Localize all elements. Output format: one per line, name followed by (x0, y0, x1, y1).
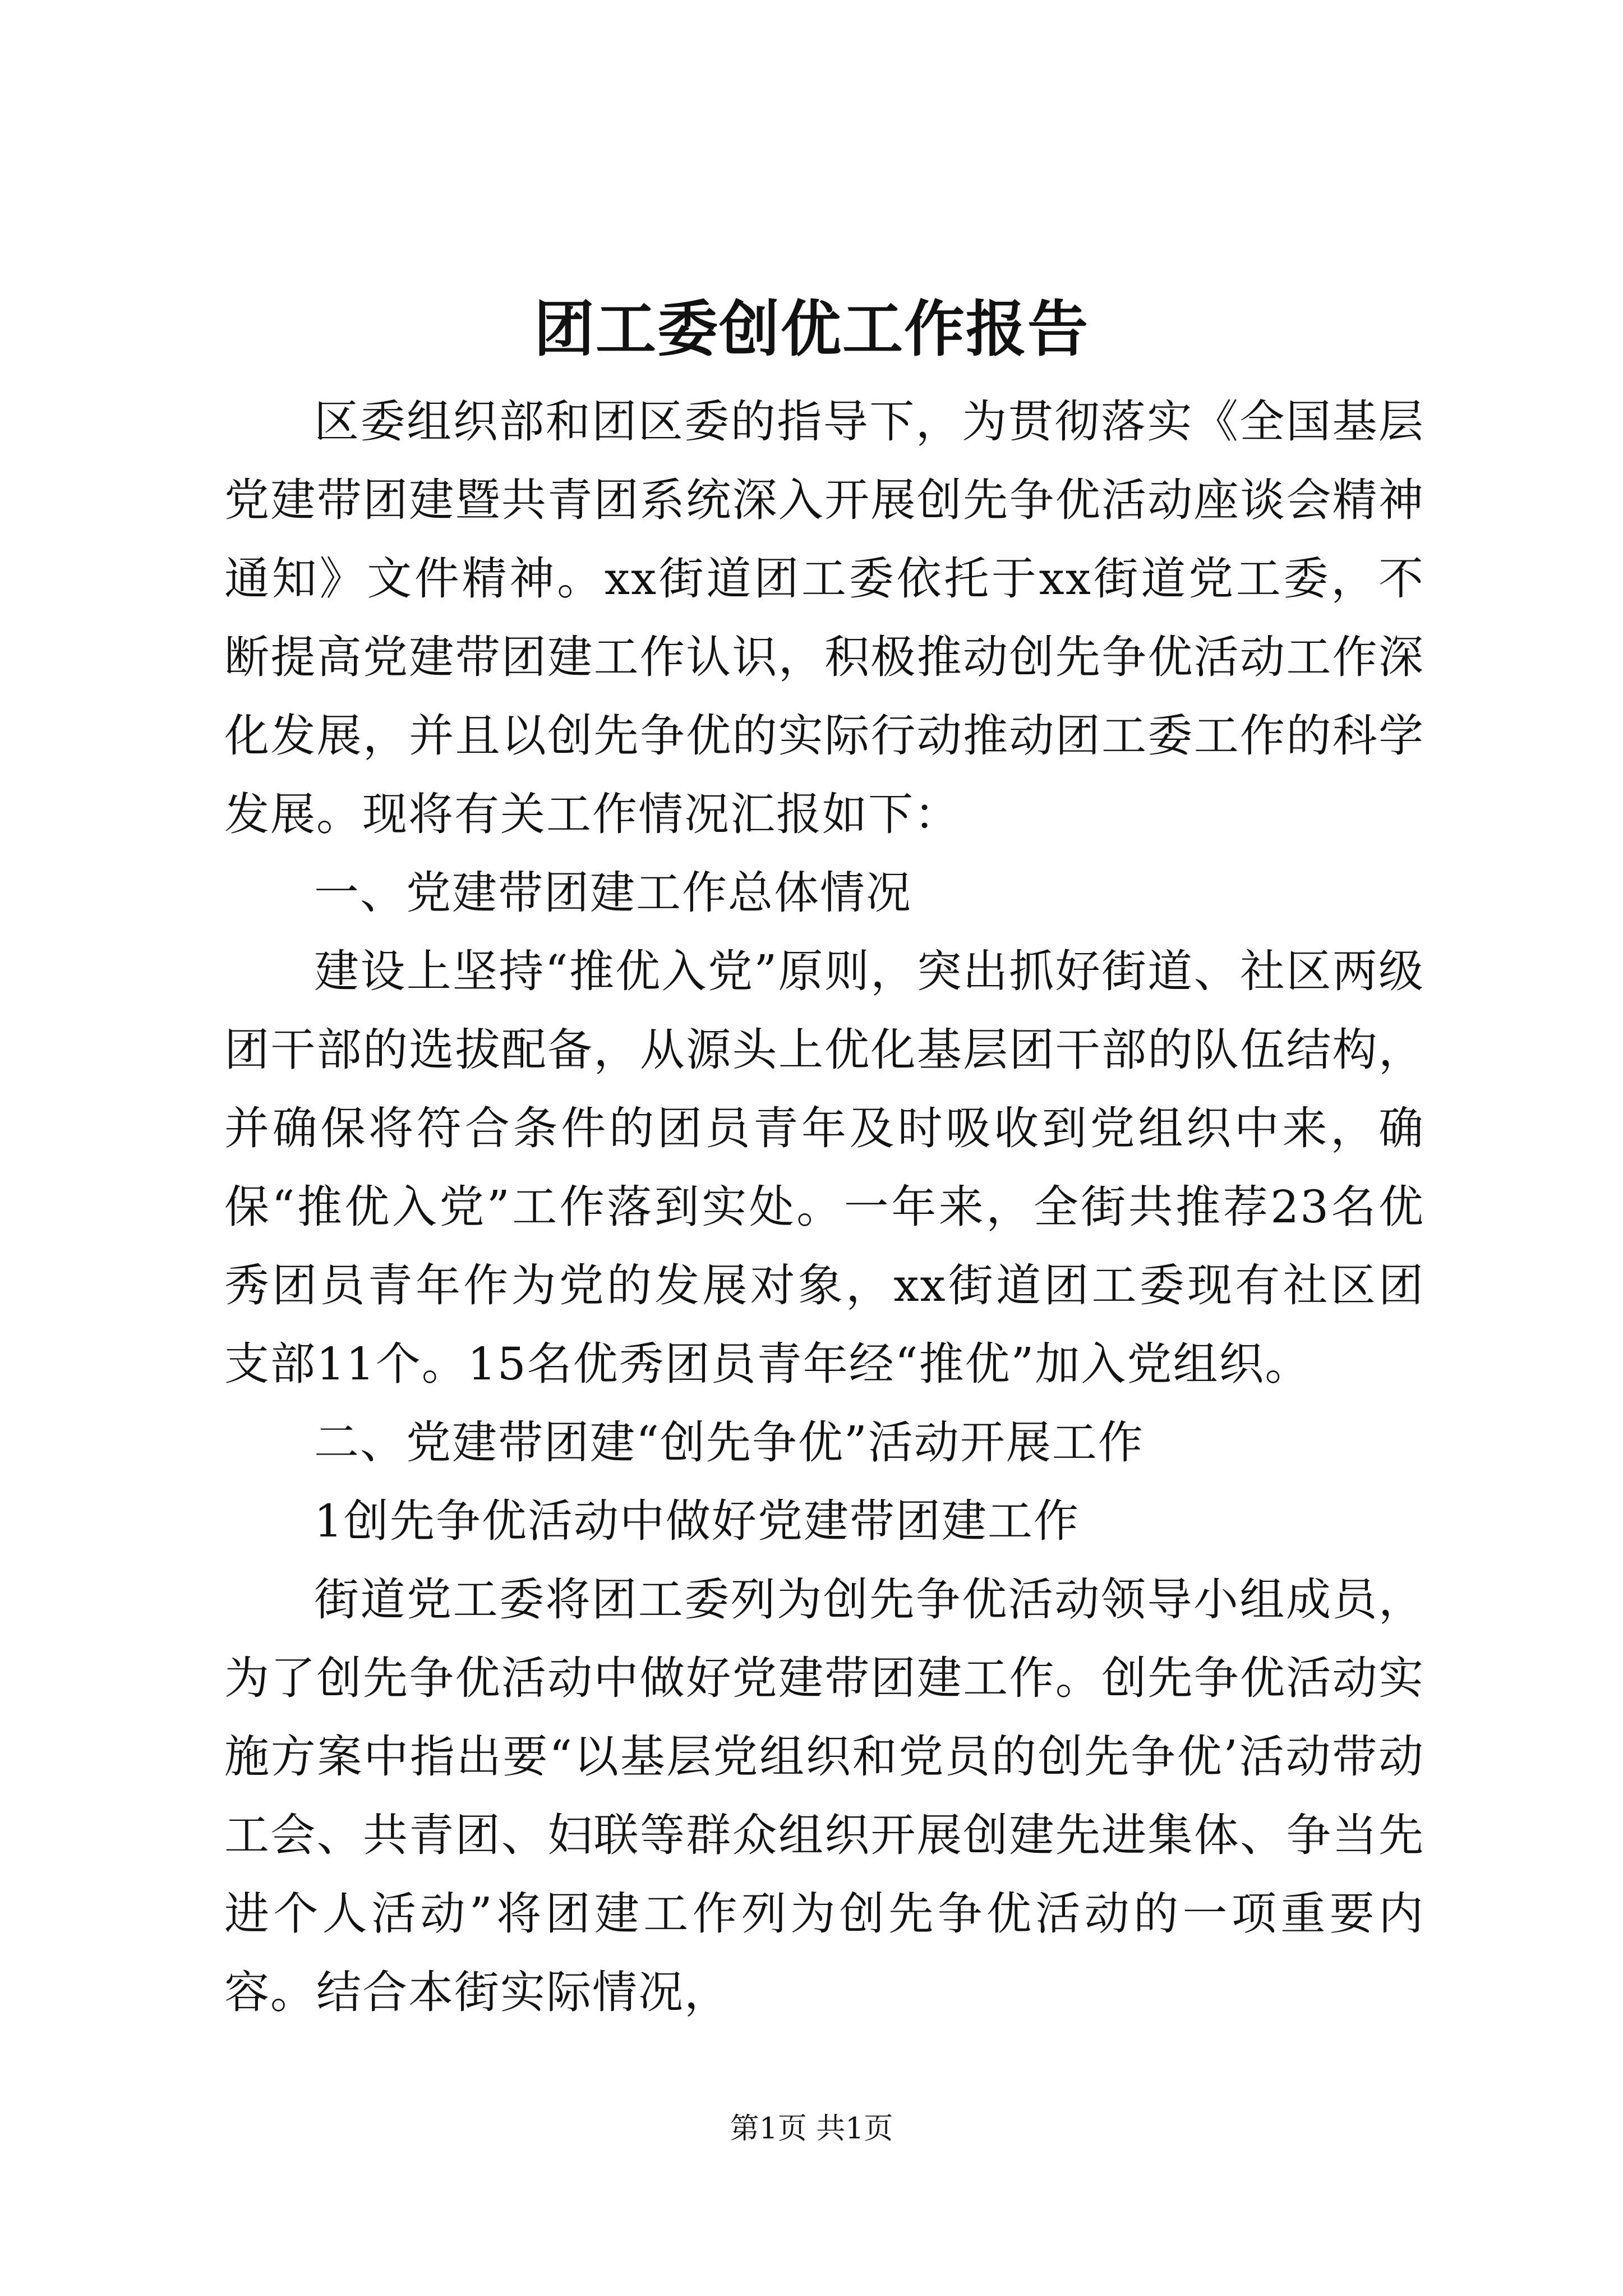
paragraph-subsection-1: 街道党工委将团工委列为创先争优活动领导小组成员，为了创先争优活动中做好党建带团建工作。创先争优活动实施方案中指出要“以基层党组织和党员的创先争优’活动带动工会、共青团、妇联等群众组织开展创建先进集体、争当先进个人活动”将团建工作列为创先争优活动的一项重要内容。结合本街实际情况， (224, 1573, 1424, 2018)
document-title: 团工委创优工作报告 (533, 294, 1089, 365)
paragraph-section-1: 建设上坚持“推优入党”原则，突出抓好街道、社区两级团干部的选拔配备，从源头上优化基层团干部的队伍结构，并确保将符合条件的团员青年及时吸收到党组织中来，确保“推优入党”工作落到实处。一年来，全街共推荐23名优秀团员青年作为党的发展对象，xx街道团工委现有社区团支部11个。15名优秀团员青年经“推优”加入党组织。 (224, 945, 1424, 1390)
paragraph-intro: 区委组织部和团区委的指导下，为贯彻落实《全国基层党建带团建暨共青团系统深入开展创先争优活动座谈会精神通知》文件精神。xx街道团工委依托于xx街道党工委，不断提高党建带团建工作认识，积极推动创先争优活动工作深化发展，并且以创先争优的实际行动推动团工委工作的科学发展。现将有关工作情况汇报如下： (224, 395, 1424, 840)
heading-section-1: 一、党建带团建工作总体情况 (314, 867, 912, 919)
page-footer: 第1页 共1页 (730, 2112, 893, 2146)
heading-section-2: 二、党建带团建“创先争优”活动开展工作 (314, 1416, 1144, 1469)
subheading-1: 1创先争优活动中做好党建带团建工作 (314, 1495, 1080, 1547)
document-body (224, 383, 1424, 2032)
